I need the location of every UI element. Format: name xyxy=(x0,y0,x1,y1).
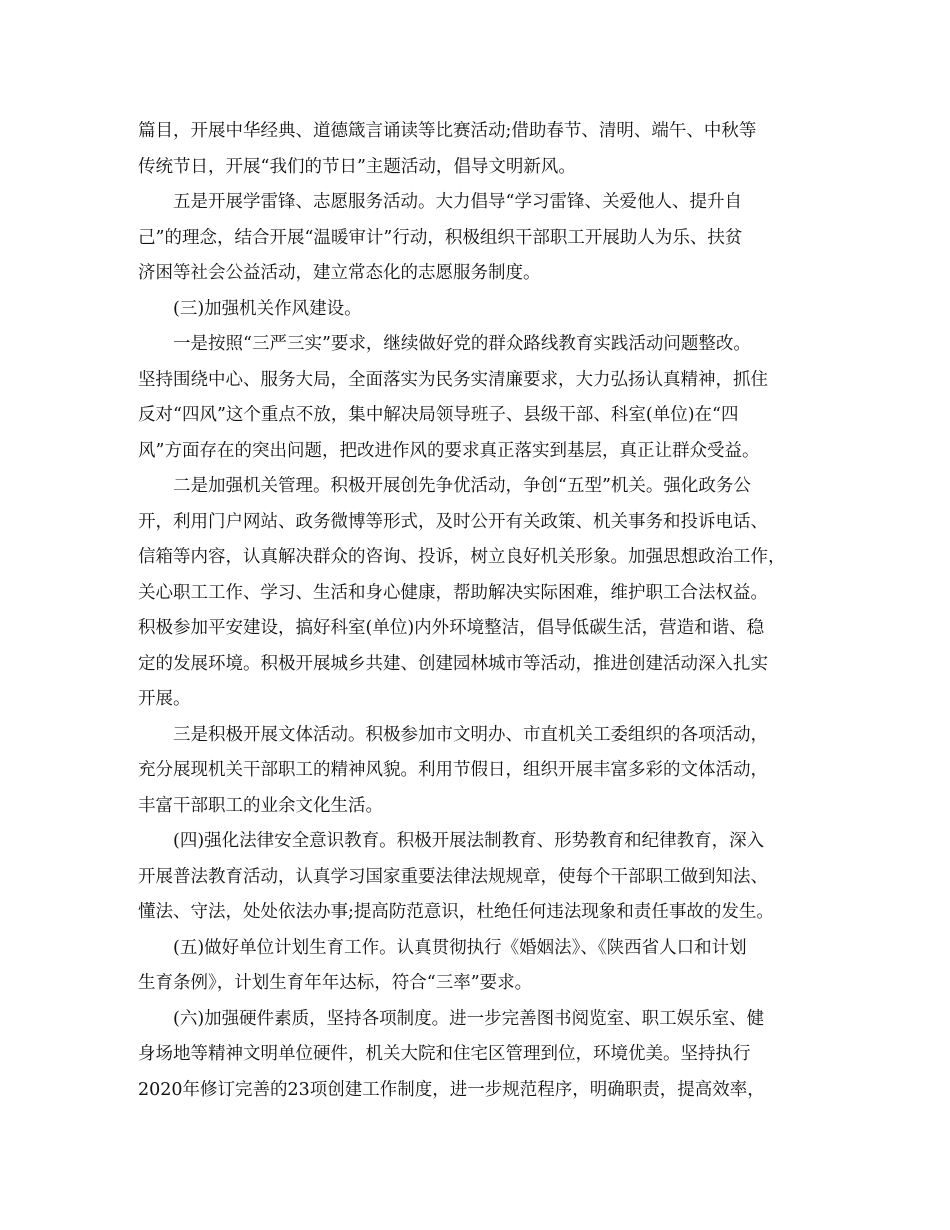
text-line: 关心职工工作、学习、生活和身心健康，帮助解决实际困难，维护职工合法权益。 xyxy=(138,582,768,603)
text-line: 2020年修订完善的23项创建工作制度，进一步规范程序，明确职责，提高效率， xyxy=(138,1079,765,1100)
text-line: 三是积极开展文体活动。积极参加市文明办、市直机关工委组织的各项活动， xyxy=(173,724,768,745)
text-line: 开展普法教育活动，认真学习国家重要法律法规规章，使每个干部职工做到知法、 xyxy=(138,866,768,887)
text-line: 充分展现机关干部职工的精神风貌。利用节假日，组织开展丰富多彩的文体活动， xyxy=(138,760,768,780)
text-line: (四)强化法律安全意识教育。积极开展法制教育、形势教育和纪律教育，深入 xyxy=(173,831,765,851)
text-line: (三)加强机关作风建设。 xyxy=(173,298,362,319)
text-line: 懂法、守法，处处依法办事;提高防范意识，杜绝任何违法现象和责任事故的发生。 xyxy=(138,902,774,922)
text-line: 一是按照“三严三实”要求，继续做好党的群众路线教育实践活动问题整改。 xyxy=(173,334,751,354)
text-line: 开，利用门户网站、政务微博等形式，及时公开有关政策、机关事务和投诉电话、 xyxy=(138,511,768,532)
text-line: 丰富干部职工的业余文化生活。 xyxy=(138,795,383,816)
text-line: 己”的理念，结合开展“温暖审计”行动，积极组织干部职工开展助人为乐、扶贫 xyxy=(138,227,743,248)
body-text xyxy=(138,114,950,1108)
text-line: (六)加强硬件素质，坚持各项制度。进一步完善图书阅览室、职工娱乐室、健 xyxy=(173,1008,765,1029)
text-line: 反对“四风”这个重点不放，集中解决局领导班子、县级干部、科室(单位)在“四 xyxy=(138,405,739,425)
text-line: 生育条例》，计划生育年年达标，符合“三率”要求。 xyxy=(138,973,533,993)
text-line: 二是加强机关管理。积极开展创先争优活动，争创“五型”机关。强化政务公 xyxy=(173,476,751,496)
text-line: 信箱等内容，认真解决群众的咨询、投诉，树立良好机关形象。加强思想政治工作， xyxy=(138,547,786,567)
text-line: 传统节日，开展“我们的节日”主题活动，倡导文明新风。 xyxy=(138,156,576,177)
text-line: 积极参加平安建设，搞好科室(单位)内外环境整洁，倡导低碳生活，营造和谐、稳 xyxy=(138,618,765,638)
text-line: (五)做好单位计划生育工作。认真贯彻执行《婚姻法》、《陕西省人口和计划 xyxy=(173,937,747,958)
text-line: 定的发展环境。积极开展城乡共建、创建园林城市等活动，推进创建活动深入扎实 xyxy=(138,653,768,674)
text-line: 坚持围绕中心、服务大局，全面落实为民务实清廉要求，大力弘扬认真精神，抓住 xyxy=(138,369,768,390)
text-line: 篇目，开展中华经典、道德箴言诵读等比赛活动;借助春节、清明、端午、中秋等 xyxy=(138,121,757,141)
text-line: 身场地等精神文明单位硬件，机关大院和住宅区管理到位，环境优美。坚持执行 xyxy=(138,1044,751,1064)
text-line: 济困等社会公益活动，建立常态化的志愿服务制度。 xyxy=(138,263,541,283)
text-line: 风”方面存在的突出问题，把改进作风的要求真正落实到基层，真正让群众受益。 xyxy=(138,440,760,461)
text-line: 开展。 xyxy=(138,689,191,709)
text-line: 五是开展学雷锋、志愿服务活动。大力倡导“学习雷锋、关爱他人、提升自 xyxy=(173,192,742,212)
